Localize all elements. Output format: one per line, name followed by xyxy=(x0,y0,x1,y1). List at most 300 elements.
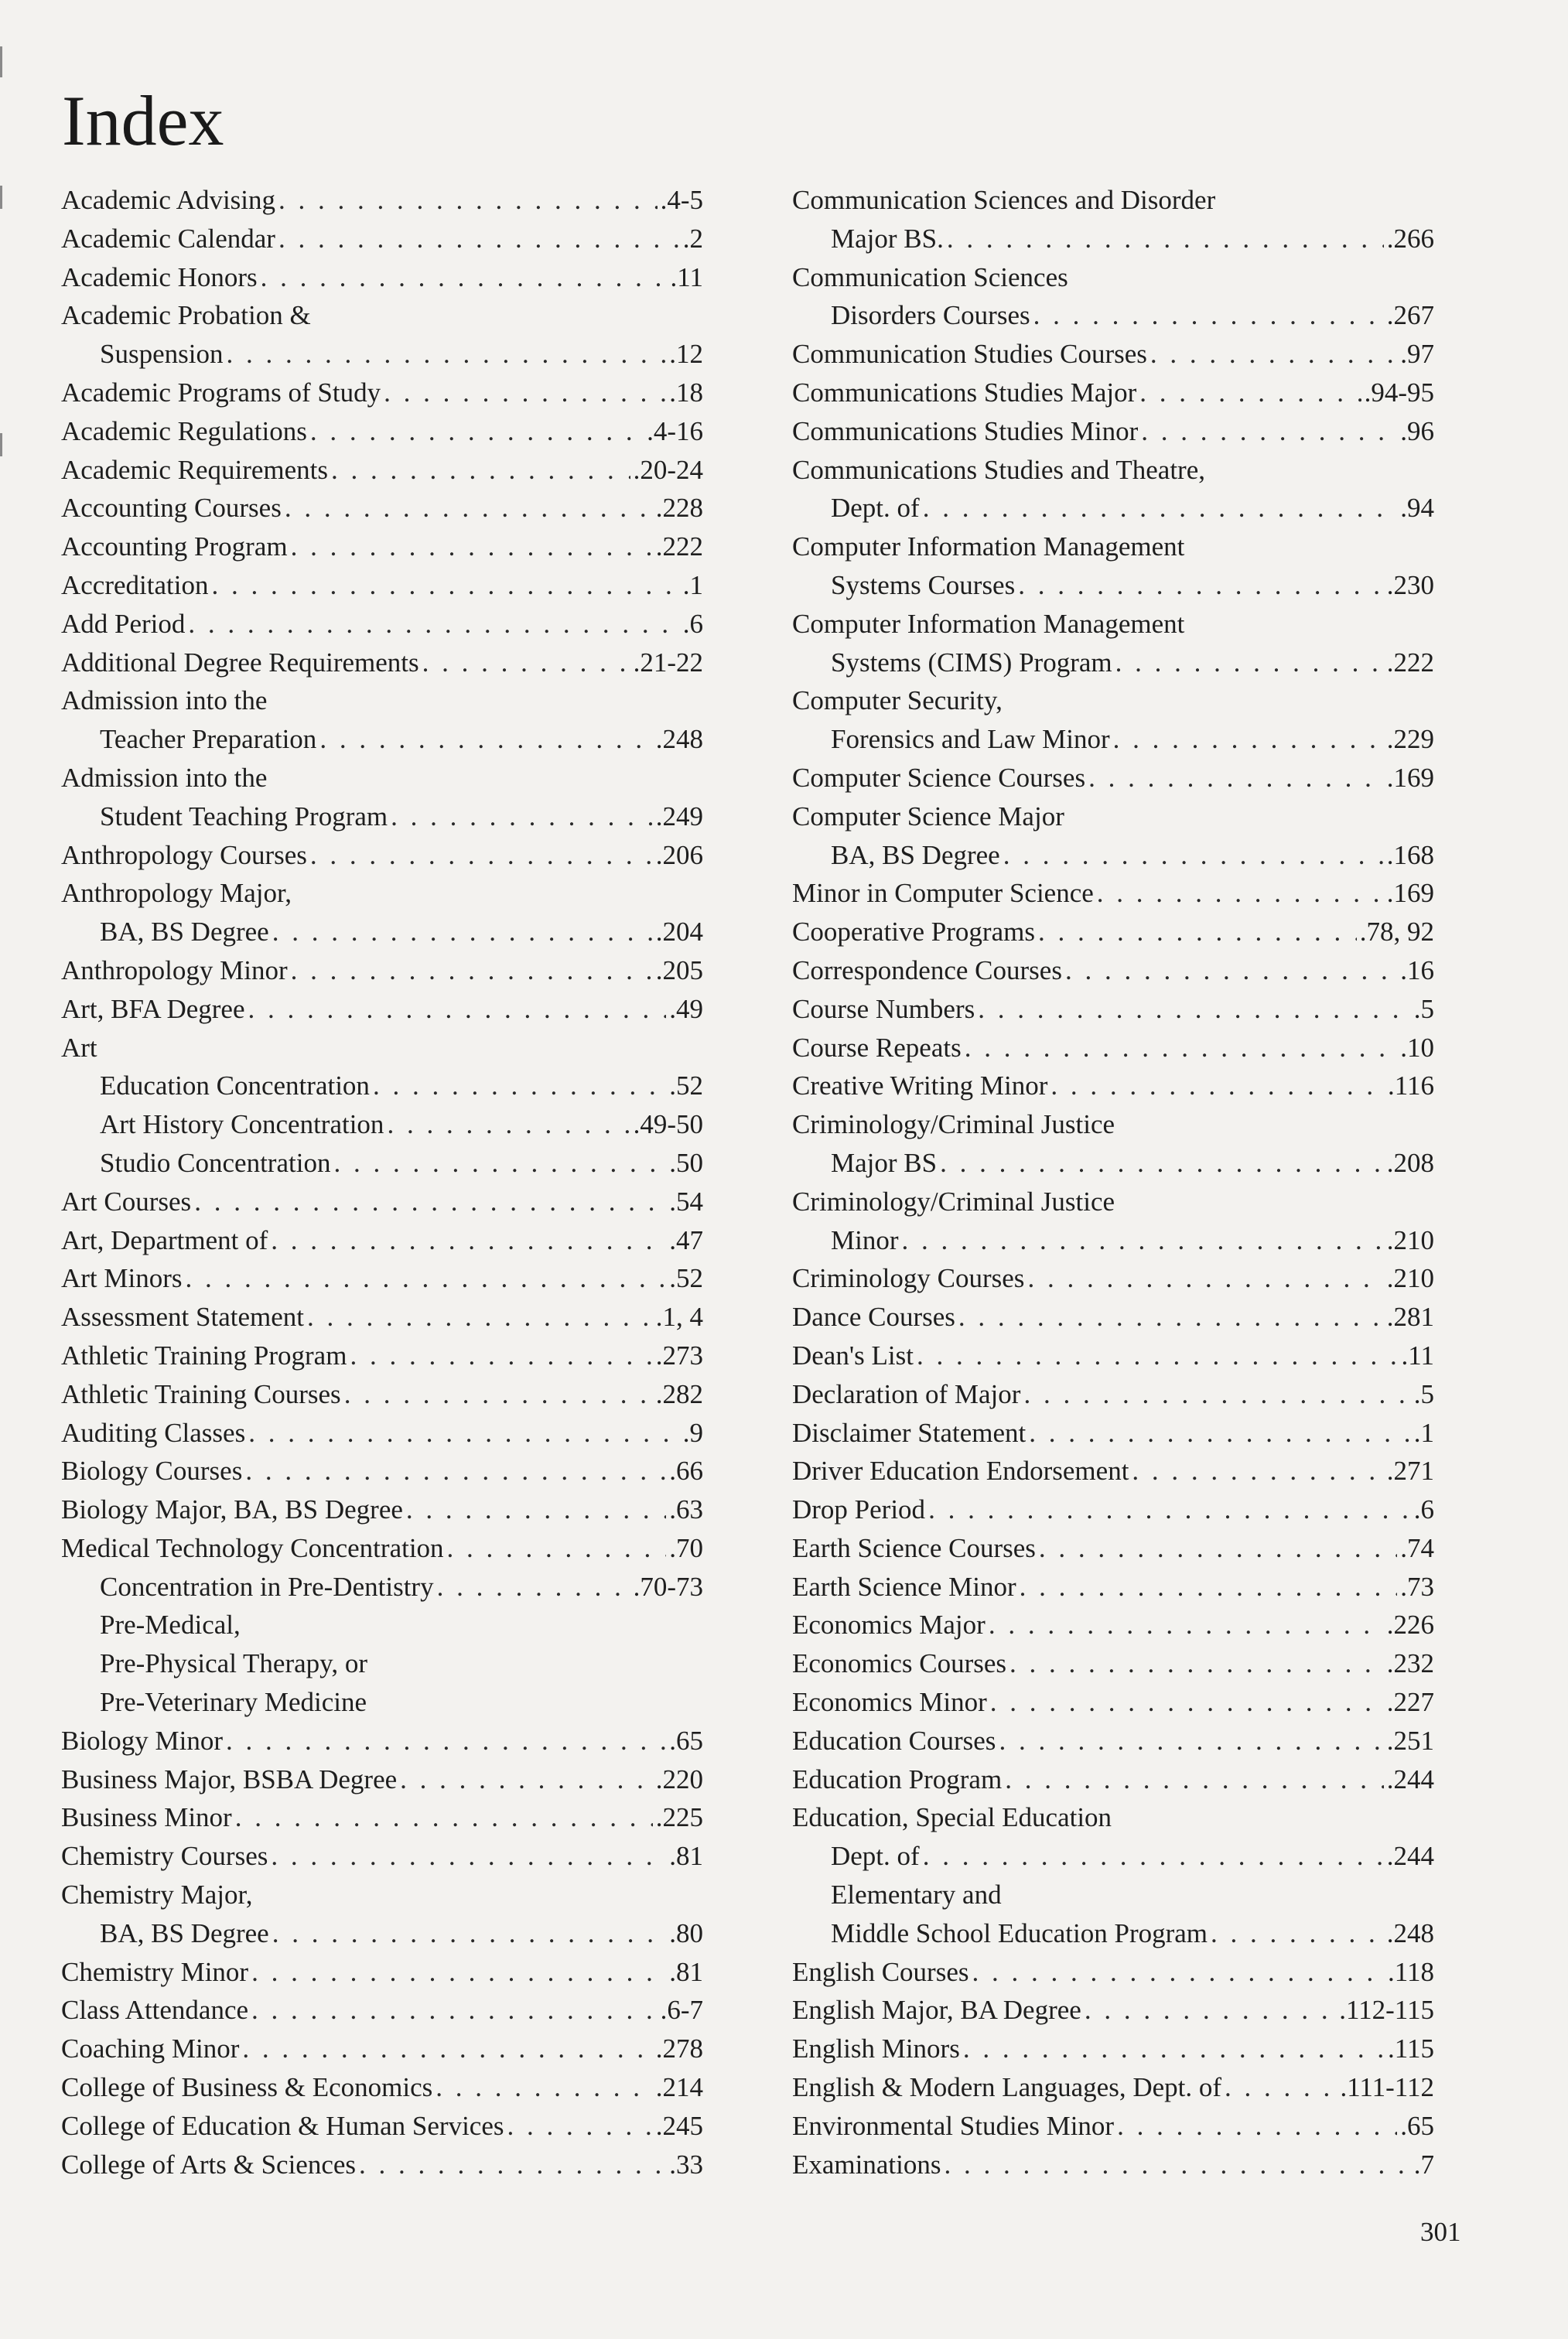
index-term: Coaching Minor xyxy=(61,2033,240,2064)
dot-leader xyxy=(1020,1568,1398,1607)
index-term: Communication Studies Courses xyxy=(792,339,1147,370)
index-term: Studio Concentration xyxy=(100,1147,331,1178)
dot-leader xyxy=(278,181,658,220)
dot-leader xyxy=(261,258,668,297)
index-page-ref: .4-5 xyxy=(660,185,703,215)
index-page-ref: .33 xyxy=(669,2149,703,2180)
index-entry xyxy=(61,2146,703,2184)
index-page-ref: .11 xyxy=(1401,1340,1434,1371)
index-page-ref: .7 xyxy=(1413,2149,1434,2180)
dot-leader xyxy=(1115,644,1384,682)
index-page-ref: .204 xyxy=(655,917,703,948)
index-page-ref: .116 xyxy=(1388,1070,1434,1101)
index-term: Dance Courses xyxy=(792,1302,955,1333)
index-term: Communications Studies and Theatre, xyxy=(792,454,1205,485)
index-page-ref: .1 xyxy=(682,569,703,600)
index-term: Systems Courses xyxy=(831,569,1016,600)
index-page-ref: .229 xyxy=(1386,724,1434,755)
index-entry xyxy=(792,412,1434,451)
index-entry xyxy=(792,1876,1434,1914)
dot-leader xyxy=(251,1991,658,2030)
index-page-ref: .11 xyxy=(670,261,703,292)
index-term: Course Numbers xyxy=(792,993,975,1024)
index-page-ref: .9 xyxy=(682,1417,703,1448)
index-entry xyxy=(61,1529,703,1568)
index-page-ref: .50 xyxy=(669,1147,703,1178)
index-entry xyxy=(792,1337,1434,1375)
index-page-ref: .78, 92 xyxy=(1359,917,1434,948)
index-page-ref: .5 xyxy=(1413,993,1434,1024)
index-entry xyxy=(61,1606,703,1644)
index-page-ref: .52 xyxy=(669,1263,703,1294)
dot-leader xyxy=(400,1760,653,1799)
index-page-ref: .248 xyxy=(655,724,703,755)
index-term: BA, BS Degree xyxy=(100,917,269,948)
index-entry xyxy=(792,1259,1434,1298)
index-page-ref: .232 xyxy=(1386,1648,1434,1679)
dot-leader xyxy=(958,1298,1384,1337)
index-page-ref: .266 xyxy=(1386,223,1434,254)
index-term: Declaration of Major xyxy=(792,1378,1021,1409)
index-term: Major BS. xyxy=(831,223,944,254)
index-page-ref: .49-50 xyxy=(633,1109,703,1140)
index-entry xyxy=(61,1221,703,1260)
index-term: Earth Science Courses xyxy=(792,1532,1036,1563)
index-term: Computer Information Management xyxy=(792,531,1185,562)
index-term: Systems (CIMS) Program xyxy=(831,647,1112,678)
dot-leader xyxy=(507,2107,653,2146)
index-entry xyxy=(61,759,703,797)
index-page-ref: .227 xyxy=(1386,1687,1434,1718)
index-entry xyxy=(61,220,703,258)
dot-leader xyxy=(923,1837,1384,1876)
index-term: Criminology Courses xyxy=(792,1263,1025,1294)
dot-leader xyxy=(1023,1375,1410,1414)
dot-leader xyxy=(188,605,679,644)
index-entry xyxy=(792,1375,1434,1414)
dot-leader xyxy=(271,1837,666,1876)
index-page-ref: .226 xyxy=(1386,1610,1434,1641)
dot-leader xyxy=(917,1337,1399,1375)
index-entry xyxy=(61,1414,703,1453)
index-entry xyxy=(792,296,1434,335)
dot-leader xyxy=(387,1105,630,1144)
dot-leader xyxy=(1132,1452,1383,1490)
index-page-ref: .210 xyxy=(1386,1263,1434,1294)
index-page-ref: .81 xyxy=(669,1956,703,1987)
index-term: Pre-Physical Therapy, or xyxy=(100,1648,368,1679)
index-term: Art Courses xyxy=(61,1186,192,1217)
index-entry xyxy=(61,489,703,528)
scan-edge-mark xyxy=(0,186,2,209)
index-entry xyxy=(792,759,1434,797)
dot-leader xyxy=(1211,1914,1384,1953)
index-page-ref: .222 xyxy=(1386,647,1434,678)
index-term: BA, BS Degree xyxy=(831,839,1000,870)
index-entry xyxy=(792,1991,1434,2030)
index-entry xyxy=(792,836,1434,875)
dot-leader xyxy=(902,1221,1384,1260)
index-term: Computer Science Courses xyxy=(792,762,1086,793)
index-entry xyxy=(61,720,703,759)
index-term: Communication Sciences xyxy=(792,261,1068,292)
index-term: English Major, BA Degree xyxy=(792,1995,1081,2026)
index-term: Art History Concentration xyxy=(100,1109,384,1140)
index-term: Auditing Classes xyxy=(61,1417,246,1448)
index-term: Examinations xyxy=(792,2149,941,2180)
index-entry xyxy=(61,1067,703,1105)
dot-leader xyxy=(272,913,653,951)
dot-leader xyxy=(1018,566,1384,605)
index-entry xyxy=(792,720,1434,759)
index-entry xyxy=(61,1490,703,1529)
index-entry xyxy=(792,1683,1434,1722)
index-term: Accounting Courses xyxy=(61,493,282,524)
index-page-ref: .52 xyxy=(669,1070,703,1101)
index-entry xyxy=(61,1914,703,1953)
dot-leader xyxy=(248,990,667,1029)
index-term: College of Arts & Sciences xyxy=(61,2149,357,2180)
index-page-ref: .5 xyxy=(1413,1378,1434,1409)
dot-leader xyxy=(1039,1529,1397,1568)
index-term: Biology Minor xyxy=(61,1725,224,1756)
index-page-ref: .248 xyxy=(1386,1917,1434,1948)
index-term: Business Major, BSBA Degree xyxy=(61,1764,398,1794)
dot-leader xyxy=(291,528,653,566)
index-term: Additional Degree Requirements xyxy=(61,647,419,678)
index-term: Accreditation xyxy=(61,569,209,600)
index-term: Minor in Computer Science xyxy=(792,878,1094,909)
index-entry xyxy=(61,1683,703,1722)
index-entry xyxy=(61,1953,703,1992)
dot-leader xyxy=(1113,720,1384,759)
dot-leader xyxy=(940,1144,1384,1183)
index-page-ref: .6 xyxy=(682,608,703,639)
index-term: Course Repeats xyxy=(792,1032,962,1063)
index-term: Economics Major xyxy=(792,1610,986,1641)
dot-leader xyxy=(245,1452,666,1490)
index-entry xyxy=(61,644,703,682)
scan-edge-mark xyxy=(0,46,2,77)
dot-leader xyxy=(226,1722,666,1760)
dot-leader xyxy=(285,489,653,528)
index-entry xyxy=(792,1568,1434,1607)
index-entry xyxy=(61,1722,703,1760)
index-entry xyxy=(61,2030,703,2068)
index-term: Disclaimer Statement xyxy=(792,1417,1027,1448)
index-term: Medical Technology Concentration xyxy=(61,1532,444,1563)
dot-leader xyxy=(406,1490,666,1529)
index-entry xyxy=(792,1298,1434,1337)
dot-leader xyxy=(1065,951,1397,990)
index-page-ref: .21-22 xyxy=(633,647,703,678)
index-page-ref: .208 xyxy=(1386,1147,1434,1178)
dot-leader xyxy=(278,220,680,258)
index-page-ref: .251 xyxy=(1386,1725,1434,1756)
index-page-ref: .12 xyxy=(669,339,703,370)
index-entry xyxy=(61,1259,703,1298)
index-term: Athletic Training Courses xyxy=(61,1378,341,1409)
index-entry xyxy=(792,605,1434,644)
dot-leader xyxy=(1029,1414,1410,1453)
index-page-ref: .245 xyxy=(655,2110,703,2141)
index-term: Forensics and Law Minor xyxy=(831,724,1110,755)
index-term: Minor xyxy=(831,1224,899,1255)
dot-leader xyxy=(235,1798,653,1837)
index-column-left xyxy=(61,181,703,2184)
index-term: Business Minor xyxy=(61,1802,232,1833)
dot-leader xyxy=(384,374,666,412)
index-entry xyxy=(61,528,703,566)
index-page-ref: .206 xyxy=(655,839,703,870)
index-term: Add Period xyxy=(61,608,186,639)
index-entry xyxy=(792,374,1434,412)
index-entry xyxy=(792,1221,1434,1260)
index-page-ref: .169 xyxy=(1386,762,1434,793)
index-entry xyxy=(792,1414,1434,1453)
index-page-ref: .1, 4 xyxy=(655,1302,703,1333)
index-page-ref: .244 xyxy=(1386,1764,1434,1794)
dot-leader xyxy=(972,1953,1385,1992)
dot-leader xyxy=(391,797,653,836)
page-title: Index xyxy=(62,81,224,160)
index-term: Economics Minor xyxy=(792,1687,987,1718)
index-page-ref: .65 xyxy=(1400,2110,1434,2141)
dot-leader xyxy=(186,1259,667,1298)
index-entry xyxy=(792,1722,1434,1760)
dot-leader xyxy=(437,1568,630,1607)
index-term: Economics Courses xyxy=(792,1648,1007,1679)
index-entry xyxy=(792,2146,1434,2184)
index-term: Art xyxy=(61,1032,97,1063)
index-page-ref: .249 xyxy=(655,801,703,831)
index-page-ref: .244 xyxy=(1386,1841,1434,1872)
index-entry xyxy=(792,2030,1434,2068)
index-term: Athletic Training Program xyxy=(61,1340,347,1371)
index-entry xyxy=(792,528,1434,566)
index-page-ref: .66 xyxy=(669,1456,703,1487)
index-term: Cooperative Programs xyxy=(792,917,1035,948)
index-entry xyxy=(792,874,1434,913)
index-entry xyxy=(792,797,1434,836)
index-page-ref: .70-73 xyxy=(633,1571,703,1602)
index-term: Pre-Medical, xyxy=(100,1610,241,1641)
index-term: Academic Programs of Study xyxy=(61,377,381,408)
dot-leader xyxy=(1050,1067,1385,1105)
index-page-ref: .278 xyxy=(655,2033,703,2064)
index-page-ref: .96 xyxy=(1400,415,1434,446)
index-term: Academic Regulations xyxy=(61,415,307,446)
dot-leader xyxy=(271,1221,666,1260)
index-term: Computer Science Major xyxy=(792,801,1064,831)
dot-leader xyxy=(965,1029,1398,1067)
index-term: Anthropology Major, xyxy=(61,878,292,909)
dot-leader xyxy=(248,1414,680,1453)
index-term: Middle School Education Program xyxy=(831,1917,1208,1948)
index-term: Biology Major, BA, BS Degree xyxy=(61,1494,403,1525)
dot-leader xyxy=(319,720,652,759)
index-page-ref: .54 xyxy=(669,1186,703,1217)
scan-edge-mark xyxy=(0,433,2,456)
index-entry xyxy=(792,1644,1434,1683)
index-entry xyxy=(792,1067,1434,1105)
index-term: Communications Studies Major xyxy=(792,377,1137,408)
index-term: Chemistry Minor xyxy=(61,1956,249,1987)
index-entry xyxy=(792,1452,1434,1490)
index-entry xyxy=(61,1876,703,1914)
index-entry xyxy=(792,951,1434,990)
index-entry xyxy=(792,681,1434,720)
index-entry xyxy=(792,1953,1434,1992)
index-entry xyxy=(61,1644,703,1683)
dot-leader xyxy=(963,2030,1385,2068)
index-term: Computer Security, xyxy=(792,685,1003,716)
index-page-ref: .63 xyxy=(669,1494,703,1525)
index-entry xyxy=(792,335,1434,374)
index-term: Dean's List xyxy=(792,1340,914,1371)
dot-leader xyxy=(333,1144,666,1183)
index-term: Education Courses xyxy=(792,1725,996,1756)
dot-leader xyxy=(1005,1760,1384,1799)
index-page-ref: .168 xyxy=(1386,839,1434,870)
index-entry xyxy=(61,181,703,220)
index-page-ref: .220 xyxy=(655,1764,703,1794)
index-entry xyxy=(61,412,703,451)
index-term: Academic Advising xyxy=(61,185,276,215)
index-page-ref: .112-115 xyxy=(1339,1995,1434,2026)
index-page-ref: .4-16 xyxy=(647,415,703,446)
index-page-ref: .6-7 xyxy=(660,1995,703,2026)
index-page-ref: .10 xyxy=(1400,1032,1434,1063)
index-term: Chemistry Courses xyxy=(61,1841,268,1872)
index-page-ref: .210 xyxy=(1386,1224,1434,1255)
index-term: Teacher Preparation xyxy=(100,724,317,755)
index-entry xyxy=(61,1452,703,1490)
index-term: Criminology/Criminal Justice xyxy=(792,1186,1115,1217)
index-page-ref: .228 xyxy=(655,493,703,524)
index-entry xyxy=(61,1798,703,1837)
index-entry xyxy=(61,1183,703,1221)
index-page-ref: .205 xyxy=(655,954,703,985)
dot-leader xyxy=(1009,1644,1384,1683)
dot-leader xyxy=(344,1375,653,1414)
index-page-ref: .94-95 xyxy=(1364,377,1434,408)
index-entry xyxy=(61,1375,703,1414)
page-number: 301 xyxy=(1420,2217,1461,2247)
index-term: Concentration in Pre-Dentistry xyxy=(100,1571,434,1602)
index-entry xyxy=(61,836,703,875)
dot-leader xyxy=(291,951,653,990)
index-entry xyxy=(61,2068,703,2107)
index-page-ref: .80 xyxy=(669,1917,703,1948)
index-page-ref: .214 xyxy=(655,2072,703,2103)
index-entry xyxy=(792,1837,1434,1876)
index-term: Admission into the xyxy=(61,685,268,716)
index-term: Education Program xyxy=(792,1764,1003,1794)
dot-leader xyxy=(1150,335,1397,374)
dot-leader xyxy=(422,644,630,682)
index-entry xyxy=(61,1144,703,1183)
index-page-ref: .2 xyxy=(682,223,703,254)
index-entry xyxy=(61,296,703,335)
dot-leader xyxy=(359,2146,666,2184)
index-page-ref: .230 xyxy=(1386,569,1434,600)
dot-leader xyxy=(211,566,679,605)
index-entry xyxy=(61,1760,703,1799)
index-entry xyxy=(792,1490,1434,1529)
dot-leader xyxy=(989,1606,1384,1644)
dot-leader xyxy=(1225,2068,1337,2107)
dot-leader xyxy=(226,335,666,374)
dot-leader xyxy=(1139,374,1361,412)
index-entry xyxy=(61,913,703,951)
dot-leader xyxy=(373,1067,666,1105)
dot-leader xyxy=(947,220,1384,258)
index-entry xyxy=(61,1298,703,1337)
index-page-ref: .118 xyxy=(1388,1956,1434,1987)
index-entry xyxy=(792,990,1434,1029)
dot-leader xyxy=(1027,1259,1383,1298)
index-entry xyxy=(61,451,703,490)
dot-leader xyxy=(447,1529,667,1568)
index-page-ref: .49 xyxy=(669,993,703,1024)
index-term: College of Business & Economics xyxy=(61,2072,433,2103)
index-entry xyxy=(792,220,1434,258)
index-entry xyxy=(792,2068,1434,2107)
dot-leader xyxy=(944,2146,1410,2184)
index-page-ref: .73 xyxy=(1400,1571,1434,1602)
dot-leader xyxy=(1033,296,1384,335)
index-page-ref: .1 xyxy=(1413,1417,1434,1448)
index-page-ref: .169 xyxy=(1386,878,1434,909)
index-entry xyxy=(792,644,1434,682)
dot-leader xyxy=(251,1953,666,1992)
index-entry xyxy=(792,489,1434,528)
index-page-ref: .6 xyxy=(1413,1494,1434,1525)
index-entry xyxy=(792,181,1434,220)
dot-leader xyxy=(1003,836,1384,875)
index-entry xyxy=(61,374,703,412)
index-entry xyxy=(792,1029,1434,1067)
index-page-ref: .111-112 xyxy=(1340,2072,1434,2103)
index-term: Academic Calendar xyxy=(61,223,275,254)
index-term: Disorders Courses xyxy=(831,300,1030,331)
dot-leader xyxy=(999,1722,1383,1760)
index-term: Communication Sciences and Disorder xyxy=(792,185,1216,215)
index-term: Academic Honors xyxy=(61,261,258,292)
dot-leader xyxy=(928,1490,1411,1529)
index-term: Biology Courses xyxy=(61,1456,243,1487)
dot-leader xyxy=(1038,913,1357,951)
index-term: Accounting Program xyxy=(61,531,288,562)
index-entry xyxy=(792,566,1434,605)
index-term: Student Teaching Program xyxy=(100,801,388,831)
index-term: Drop Period xyxy=(792,1494,926,1525)
index-page-ref: .222 xyxy=(655,531,703,562)
index-entry xyxy=(61,1337,703,1375)
index-term: Anthropology Minor xyxy=(61,954,288,985)
index-term: Academic Probation & xyxy=(61,300,311,331)
dot-leader xyxy=(923,489,1398,528)
dot-leader xyxy=(978,990,1411,1029)
index-page-ref: .74 xyxy=(1400,1532,1434,1563)
index-entry xyxy=(792,1760,1434,1799)
index-entry xyxy=(61,1991,703,2030)
dot-leader xyxy=(194,1183,666,1221)
index-entry xyxy=(792,2107,1434,2146)
index-entry xyxy=(61,797,703,836)
dot-leader xyxy=(242,2030,652,2068)
